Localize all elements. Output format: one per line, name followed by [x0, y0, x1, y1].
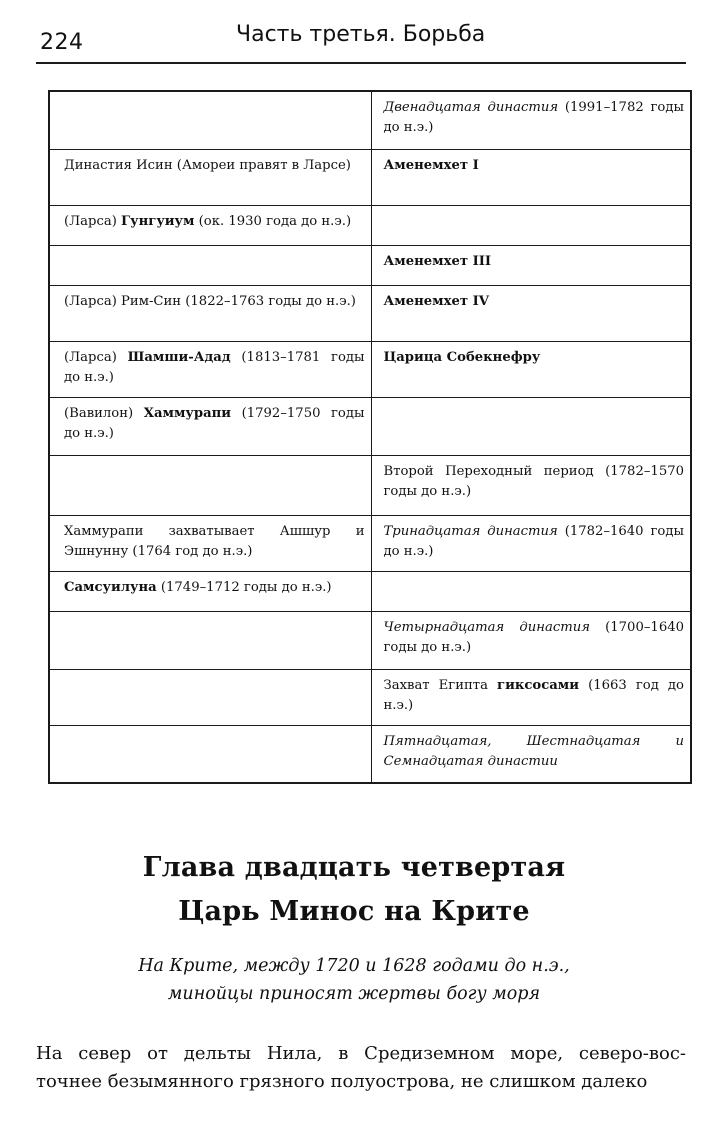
egypt-cell: [371, 515, 691, 571]
cell-text: (Вавилон): [64, 405, 144, 421]
cell-text: Четырнадцатая династия: [383, 619, 590, 635]
cell-text: Шамши-Адад: [127, 349, 231, 365]
mesopotamia-cell: [49, 149, 371, 205]
chapter-number-heading: Глава двадцать четвертая: [142, 852, 566, 883]
cell-text: (ок. 1930 года до н.э.): [194, 213, 352, 229]
page-number: 224: [40, 30, 84, 55]
chronology-table-body: [49, 91, 691, 783]
cell-text: Аменемхет I: [383, 157, 479, 173]
cell-text: Самсуилуна: [64, 579, 157, 595]
running-title: Часть третья. Борьба: [236, 22, 486, 47]
table-row: [49, 91, 691, 149]
table-row: [49, 205, 691, 245]
cell-text: Хаммурапи захватывает Ашшур и Эшнунну (1764 год до н.э.): [64, 523, 365, 559]
mesopotamia-cell: [49, 397, 371, 455]
mesopotamia-cell: [49, 669, 371, 725]
egypt-cell: [371, 455, 691, 515]
egypt-cell: [371, 571, 691, 611]
chapter-title-heading: Царь Минос на Крите: [178, 896, 530, 927]
mesopotamia-cell: [49, 245, 371, 285]
chapter-epigraph-line: минойцы приносят жертвы богу моря: [167, 984, 541, 1004]
cell-text: (1991–1782 годы до н.э.): [383, 100, 684, 135]
chronology-table: [48, 90, 692, 784]
egypt-cell: [371, 205, 691, 245]
egypt-cell: [371, 611, 691, 669]
cell-text: Тринадцатая династия: [383, 523, 558, 539]
mesopotamia-cell: [49, 285, 371, 341]
table-row: [49, 397, 691, 455]
egypt-cell: [371, 725, 691, 783]
mesopotamia-cell: [49, 455, 371, 515]
cell-text: Захват Египта: [383, 677, 498, 693]
mesopotamia-cell: [49, 571, 371, 611]
cell-text: (Ларса) Рим-Син (1822–1763 годы до н.э.): [64, 293, 356, 309]
mesopotamia-cell: [49, 91, 371, 149]
cell-text: (1782–1640 годы до н.э.): [383, 523, 684, 559]
table-row: [49, 725, 691, 783]
cell-text: Аменемхет III: [383, 253, 492, 269]
table-row: [49, 455, 691, 515]
table-row: [49, 611, 691, 669]
cell-text: гиксосами: [497, 677, 580, 693]
cell-text: Двенадцатая династия: [383, 100, 559, 115]
egypt-cell: [371, 149, 691, 205]
cell-text: (Ларса): [64, 213, 122, 229]
cell-text: (Ларса): [64, 349, 128, 365]
mesopotamia-cell: [49, 205, 371, 245]
mesopotamia-cell: [49, 341, 371, 397]
cell-text: (1700–1640 годы до н.э.): [383, 619, 684, 655]
egypt-cell: [371, 341, 691, 397]
body-text-line: На север от дельты Нила, в Средиземном море, северо-вос-: [36, 1043, 686, 1064]
cell-text: Второй Переходный период (1782–1570 годы до н.э.): [383, 463, 684, 499]
table-row: [49, 245, 691, 285]
table-row: [49, 669, 691, 725]
egypt-cell: [371, 397, 691, 455]
egypt-cell: [371, 669, 691, 725]
table-row: [49, 285, 691, 341]
table-row: [49, 149, 691, 205]
cell-text: Династия Исин (Амореи правят в Ларсе): [64, 157, 351, 173]
mesopotamia-cell: [49, 515, 371, 571]
cell-text: (1813–1781 годы до н.э.): [64, 349, 365, 385]
table-row: [49, 571, 691, 611]
cell-text: Царица Собекнефру: [383, 349, 541, 365]
egypt-cell: [371, 91, 691, 149]
cell-text: (1663 год до н.э.): [383, 677, 684, 713]
mesopotamia-cell: [49, 611, 371, 669]
running-header: [36, 14, 686, 64]
egypt-cell: [371, 285, 691, 341]
cell-text: Гунгуиум: [121, 213, 195, 229]
cell-text: (1749–1712 годы до н.э.): [156, 579, 332, 595]
mesopotamia-cell: [49, 725, 371, 783]
cell-text: Хаммурапи: [143, 405, 232, 421]
body-text-line: точнее безымянного грязного полуострова, не слишком далеко: [36, 1071, 648, 1092]
table-row: [49, 341, 691, 397]
chapter-epigraph-line: На Крите, между 1720 и 1628 годами до н.э.,: [138, 956, 570, 976]
cell-text: Пятнадцатая, Шестнадцатая и Семнадцатая династии: [383, 733, 684, 769]
egypt-cell: [371, 245, 691, 285]
table-row: [49, 515, 691, 571]
cell-text: (1792–1750 годы до н.э.): [64, 405, 365, 441]
cell-text: Аменемхет IV: [383, 293, 489, 309]
